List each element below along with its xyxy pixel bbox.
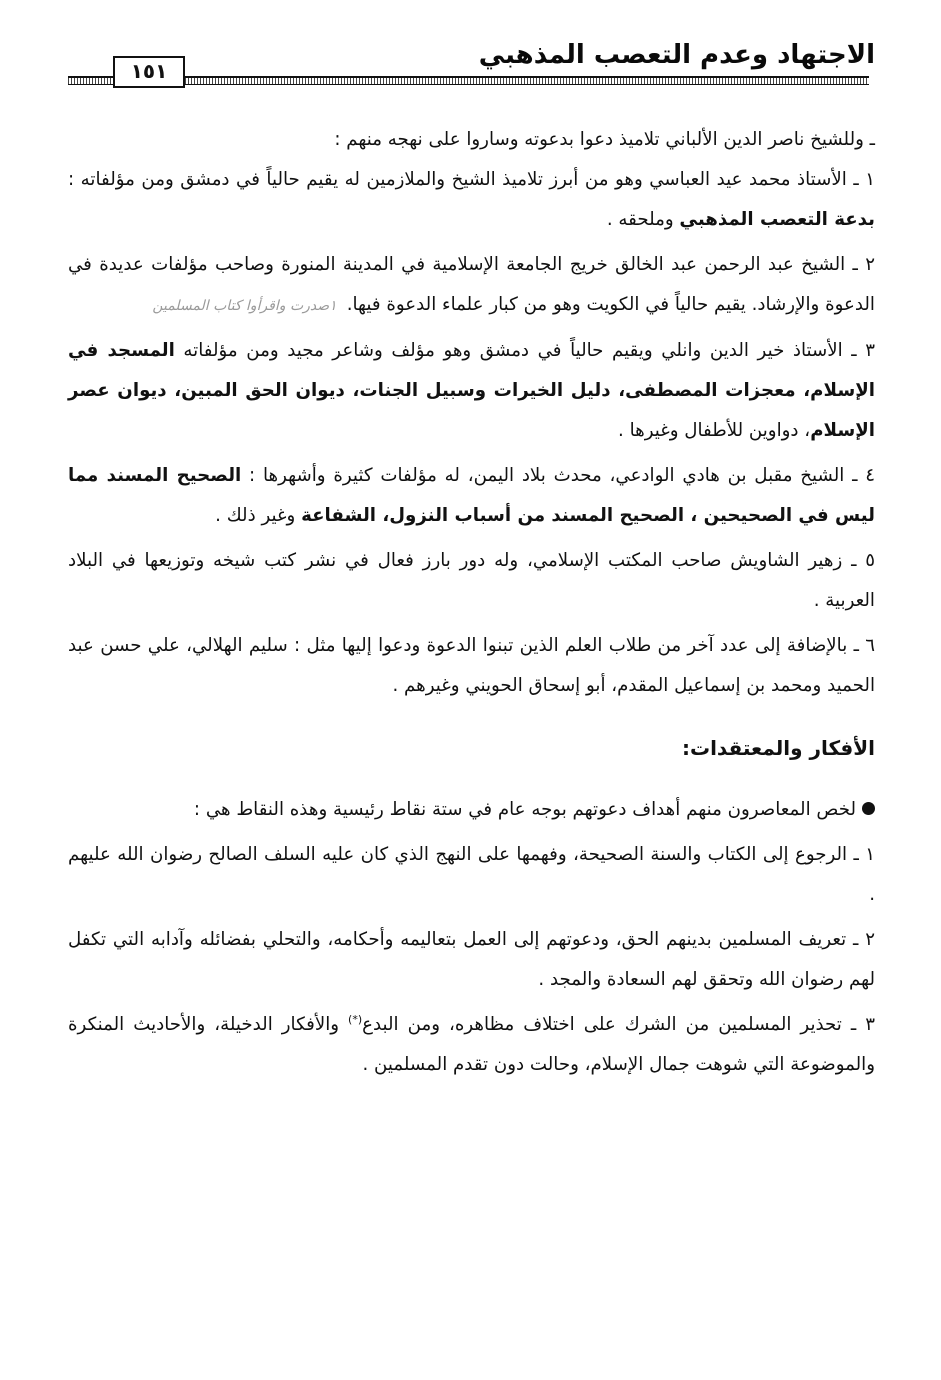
student-3-end: ، دواوين للأطفال وغيرها . <box>618 420 811 441</box>
running-title: الاجتهاد وعدم التعصب المذهبي <box>478 40 875 70</box>
student-5-paragraph <box>68 541 875 621</box>
goal-1-text: ١ ـ الرجوع إلى الكتاب والسنة الصحيحة، وفهمها على النهج الذي كان عليه السلف الصالح رضوان الله عليهم . <box>68 844 875 905</box>
student-4-end: وغير ذلك . <box>215 505 302 526</box>
intro-text: ـ وللشيخ ناصر الدين الألباني تلاميذ دعوا بدعوته وساروا على نهجه منهم : <box>334 129 875 150</box>
bullet-icon <box>862 802 875 815</box>
student-1-book-title: بدعة التعصب المذهبي <box>679 209 875 230</box>
goal-3-paragraph <box>68 1005 875 1085</box>
student-6-text: ٦ ـ بالإضافة إلى عدد آخر من طلاب العلم الذين تبنوا الدعوة ودعوا إليها مثل : سليم الهلالي، علي حسن عبد الحميد ومحمد بن إسماعيل المقدم، أبو إسحاق الحويني وغيرهم . <box>68 635 875 696</box>
student-4-text: ٤ ـ الشيخ مقبل بن هادي الوادعي، محدث بلاد اليمن، له مؤلفات كثيرة وأشهرها : <box>241 465 875 486</box>
page-number-box <box>113 56 185 88</box>
section-heading: الأفكار والمعتقدات: <box>681 736 875 760</box>
student-1-end: وملحقه . <box>606 209 680 230</box>
intro-paragraph <box>68 120 875 160</box>
bullet-paragraph <box>68 790 875 830</box>
student-2-paragraph <box>68 245 875 326</box>
student-6-paragraph <box>68 626 875 706</box>
goal-3-text-b: والأفكار الدخيلة، والأحاديث المنكرة والموضوعة التي شوهت جمال الإسلام، وحالت دون تقدم المسلمين . <box>68 1014 875 1075</box>
student-4-book-titles: الصحيح المسند مما ليس في الصحيحين ، الصحيح المسند من أسباب النزول، الشفاعة <box>68 465 875 526</box>
body-text <box>68 120 875 1090</box>
handwritten-note: ١صدرت واقرأوا كتاب المسلمين <box>152 298 337 314</box>
student-2-text: ٢ ـ الشيخ عبد الرحمن عبد الخالق خريج الجامعة الإسلامية في المدينة المنورة وصاحب مؤلفات عديدة في الدعوة والإرشاد. يقيم حالياً في الكويت وهو من كبار علماء الدعوة فيها. <box>68 254 875 315</box>
student-3-paragraph <box>68 331 875 451</box>
header-rule <box>68 76 869 85</box>
student-4-paragraph <box>68 456 875 536</box>
student-1-paragraph <box>68 160 875 240</box>
student-3-text: ٣ ـ الأستاذ خير الدين وانلي ويقيم حالياً في دمشق وهو مؤلف وشاعر مجيد ومن مؤلفاته <box>174 340 875 361</box>
student-1-text: ١ ـ الأستاذ محمد عيد العباسي وهو من أبرز تلاميذ الشيخ والملازمين له يقيم حالياً في دمشق ومن مؤلفاته : <box>68 169 875 190</box>
goal-2-text: ٢ ـ تعريف المسلمين بدينهم الحق، ودعوتهم إلى العمل بتعاليمه وأحكامه، والتحلي بفضائله وآدابه التي تكفل لهم رضوان الله وتحقق لهم السعادة والمجد . <box>68 929 875 990</box>
goal-2-paragraph <box>68 920 875 1000</box>
page-number: ١٥١ <box>130 59 168 83</box>
goal-1-paragraph <box>68 835 875 915</box>
goal-3-text-a: ٣ ـ تحذير المسلمين من الشرك على اختلاف مظاهره، ومن البدع <box>362 1014 875 1035</box>
footnote-marker[interactable]: (*) <box>348 1012 363 1026</box>
bullet-text: لخص المعاصرون منهم أهداف دعوتهم بوجه عام في ستة نقاط رئيسية وهذه النقاط هي : <box>193 799 856 820</box>
student-3-book-titles: المسجد في الإسلام، معجزات المصطفى، دليل الخيرات وسبيل الجنات، ديوان الحق المبين، ديوان عصر الإسلام <box>68 340 875 441</box>
student-5-text: ٥ ـ زهير الشاويش صاحب المكتب الإسلامي، وله دور بارز فعال في نشر كتب شيخه وتوزيعها في البلاد العربية . <box>68 550 875 611</box>
